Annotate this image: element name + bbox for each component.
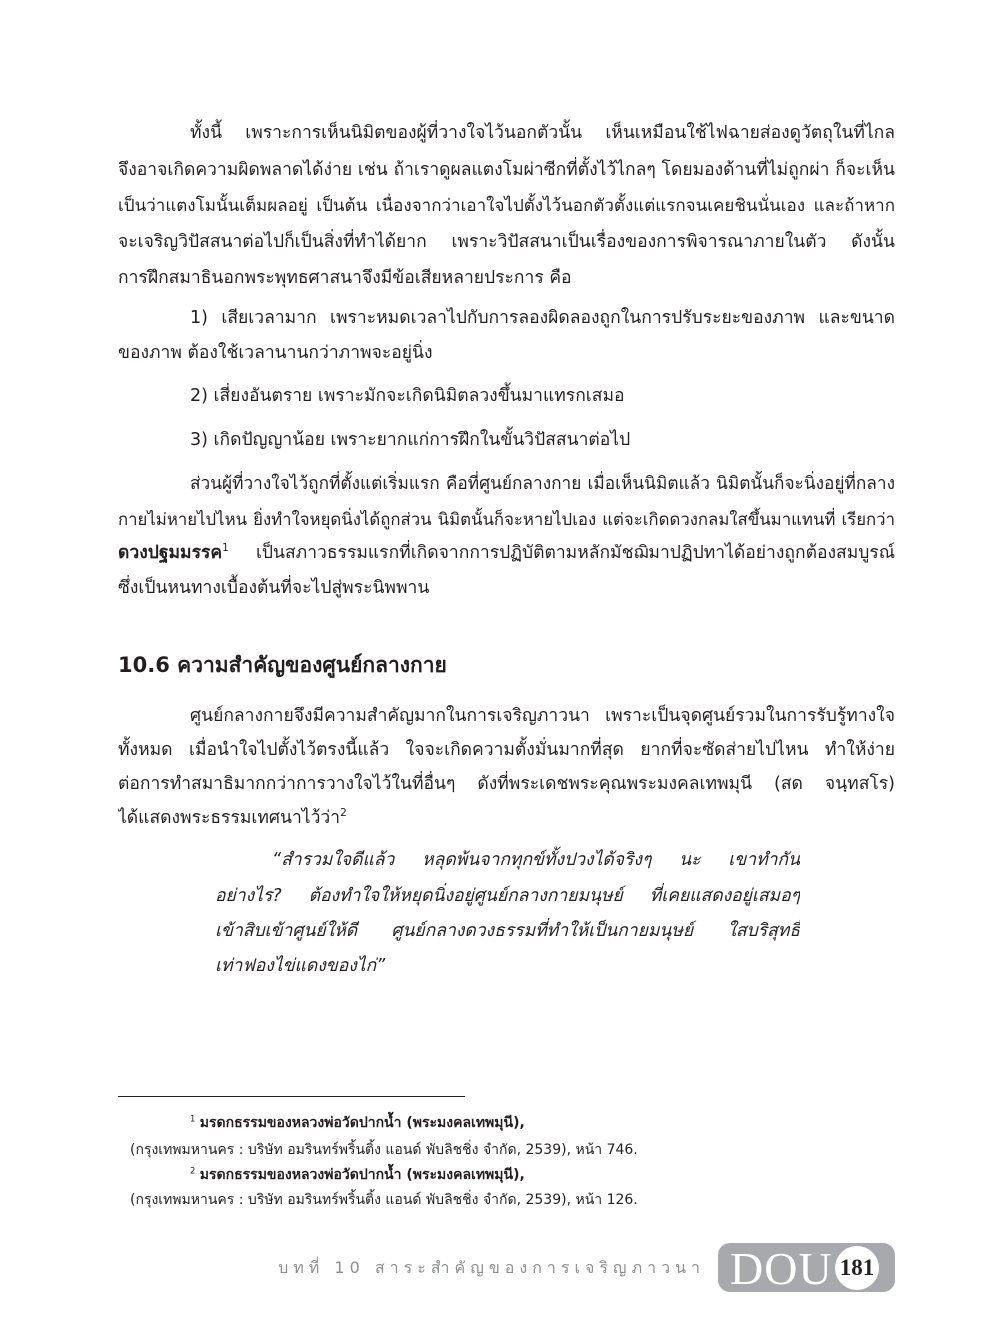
paragraph-line: ส่วนผู้ที่วางใจไว้ถูกที่ตั้งแต่เริ่มแรก คือที่ศูนย์กลางกาย เมื่อเห็นนิมิตแล้ว นิมิตนั้นก็จะนิ่งอยู่ที่กลาง [190,474,895,494]
paragraph-line: ซึ่งเป็นหนทางเบื้องต้นที่จะไปสู่พระนิพพาน [118,578,430,598]
footnote-2-title [190,1163,895,1187]
section-title: ความสำคัญของศูนย์กลางกาย [177,653,447,677]
paragraph-line-text: ได้แสดงพระธรรมเทศนาไว้ว่า [118,808,341,828]
quote-line: “สำรวมใจดีแล้ว หลุดพ้นจากทุกข์ทั้งปวงได้จริงๆ นะ เขาทำกัน [272,850,800,870]
footnote-1-title [190,1111,895,1135]
footnote-2-publication: (กรุงเทพมหานคร : บริษัท อมรินทร์พริ้นติ้ง แอนด์ พับลิชชิ่ง จำกัด, 2539), หน้า 126. [130,1192,638,1208]
paragraph-line-text: เป็นสภาวธรรมแรกที่เกิดจากการปฏิบัติตามหลักมัชฌิมาปฏิปทาได้อย่างถูกต้องสมบูรณ์ [228,543,895,563]
paragraph-line: จึงอาจเกิดความผิดพลาดได้ง่าย เช่น ถ้าเราดูผลแตงโมผ่าซีกที่ตั้งไว้ไกลๆ โดยมองด้านที่ไม่ถูกผ่า ก็จะเห็น [118,160,895,180]
paragraph-line: ทั้งนี้ เพราะการเห็นนิมิตของผู้ที่วางใจไว้นอกตัวนั้น เห็นเหมือนใช้ไฟฉายส่องดูวัตถุในที่ไกล [190,123,895,143]
paragraph-line: ทั้งหมด เมื่อนำใจไปตั้งไว้ตรงนี้แล้ว ใจจะเกิดความตั้งมั่นมากที่สุด ยากที่จะซัดส่ายไปไหน ทำให้ง่าย [118,740,895,760]
page-number: 181 [835,1246,879,1290]
paragraph-line: การฝึกสมาธินอกพระพุทธศาสนาจึงมีข้อเสียหลายประการ คือ [118,268,572,288]
dou-logo: DOU [730,1243,833,1294]
quote-line: อย่างไร? ต้องทำใจให้หยุดนิ่งอยู่ศูนย์กลางกายมนุษย์ ที่เคยแสดงอยู่เสมอๆ [215,886,800,906]
running-head: บทที่ 10 สาระสำคัญของการเจริญภาวนา [278,1258,705,1277]
paragraph-line: ศูนย์กลางกายจึงมีความสำคัญมากในการเจริญภาวนา เพราะเป็นจุดศูนย์รวมในการรับรู้ทางใจ [190,706,895,726]
footnote-title: มรดกธรรมของหลวงพ่อวัดปากน้ำ (พระมงคลเทพมุนี), [199,1167,525,1183]
section-heading [118,648,447,682]
section-number: 10.6 [118,653,170,677]
paragraph-line: จะเจริญวิปัสสนาต่อไปก็เป็นสิ่งที่ทำได้ยาก เพราะวิปัสสนาเป็นเรื่องของการพิจารณาภายในตัว ดังนั้น [118,232,895,252]
paragraph-line [118,538,895,568]
footnote-number: 2 [190,1165,196,1176]
list-item-1-line: 1) เสียเวลามาก เพราะหมดเวลาไปกับการลองผิดลองถูกในการปรับระยะของภาพ และขนาด [190,308,895,328]
list-item-2: 2) เสี่ยงอันตราย เพราะมักจะเกิดนิมิตลวงขึ้นมาแทรกเสมอ [190,386,625,406]
footnote-divider [118,1096,465,1097]
list-item-3: 3) เกิดปัญญาน้อย เพราะยากแก่การฝึกในขั้นวิปัสสนาต่อไป [190,430,631,450]
paragraph-line: ต่อการทำสมาธิมากกว่าการวางใจไว้ในที่อื่นๆ ดังที่พระเดชพระคุณพระมงคลเทพมุนี (สด จนฺทสโร) [118,774,895,794]
key-term: ดวงปฐมมรรค [118,543,223,563]
quote-line: เข้าสิบเข้าศูนย์ให้ดี ศูนย์กลางดวงธรรมที่ทำให้เป็นกายมนุษย์ ใสบริสุทธิ์ [215,921,800,941]
paragraph-line: เป็นว่าแตงโมนั้นเต็มผลอยู่ เป็นต้น เนื่องจากว่าเอาใจไปตั้งไว้นอกตัวตั้งแต่แรกจนเคยชินนั่นเอง และถ้าหาก [118,196,895,216]
footer-badge [718,1243,895,1292]
list-item-1-line: ของภาพ ต้องใช้เวลานานกว่าภาพจะอยู่นิ่ง [118,343,433,363]
footnote-number: 1 [190,1113,196,1124]
footnote-ref: 1 [222,542,229,555]
footnote-1-publication: (กรุงเทพมหานคร : บริษัท อมรินทร์พริ้นติ้ง แอนด์ พับลิชชิ่ง จำกัด, 2539), หน้า 746. [130,1142,638,1158]
paragraph-line: กายไม่หายไปไหน ยิ่งทำใจหยุดนิ่งได้ถูกส่วน นิมิตนั้นก็จะหายไปเอง แต่จะเกิดดวงกลมใสขึ้นมาแทนที่ เรียกว่า [118,509,895,529]
footnote-title: มรดกธรรมของหลวงพ่อวัดปากน้ำ (พระมงคลเทพมุนี), [199,1115,525,1131]
paragraph-line [118,803,895,833]
quote-line: เท่าฟองไข่แดงของไก่” [215,956,386,976]
footnote-ref: 2 [340,807,347,820]
